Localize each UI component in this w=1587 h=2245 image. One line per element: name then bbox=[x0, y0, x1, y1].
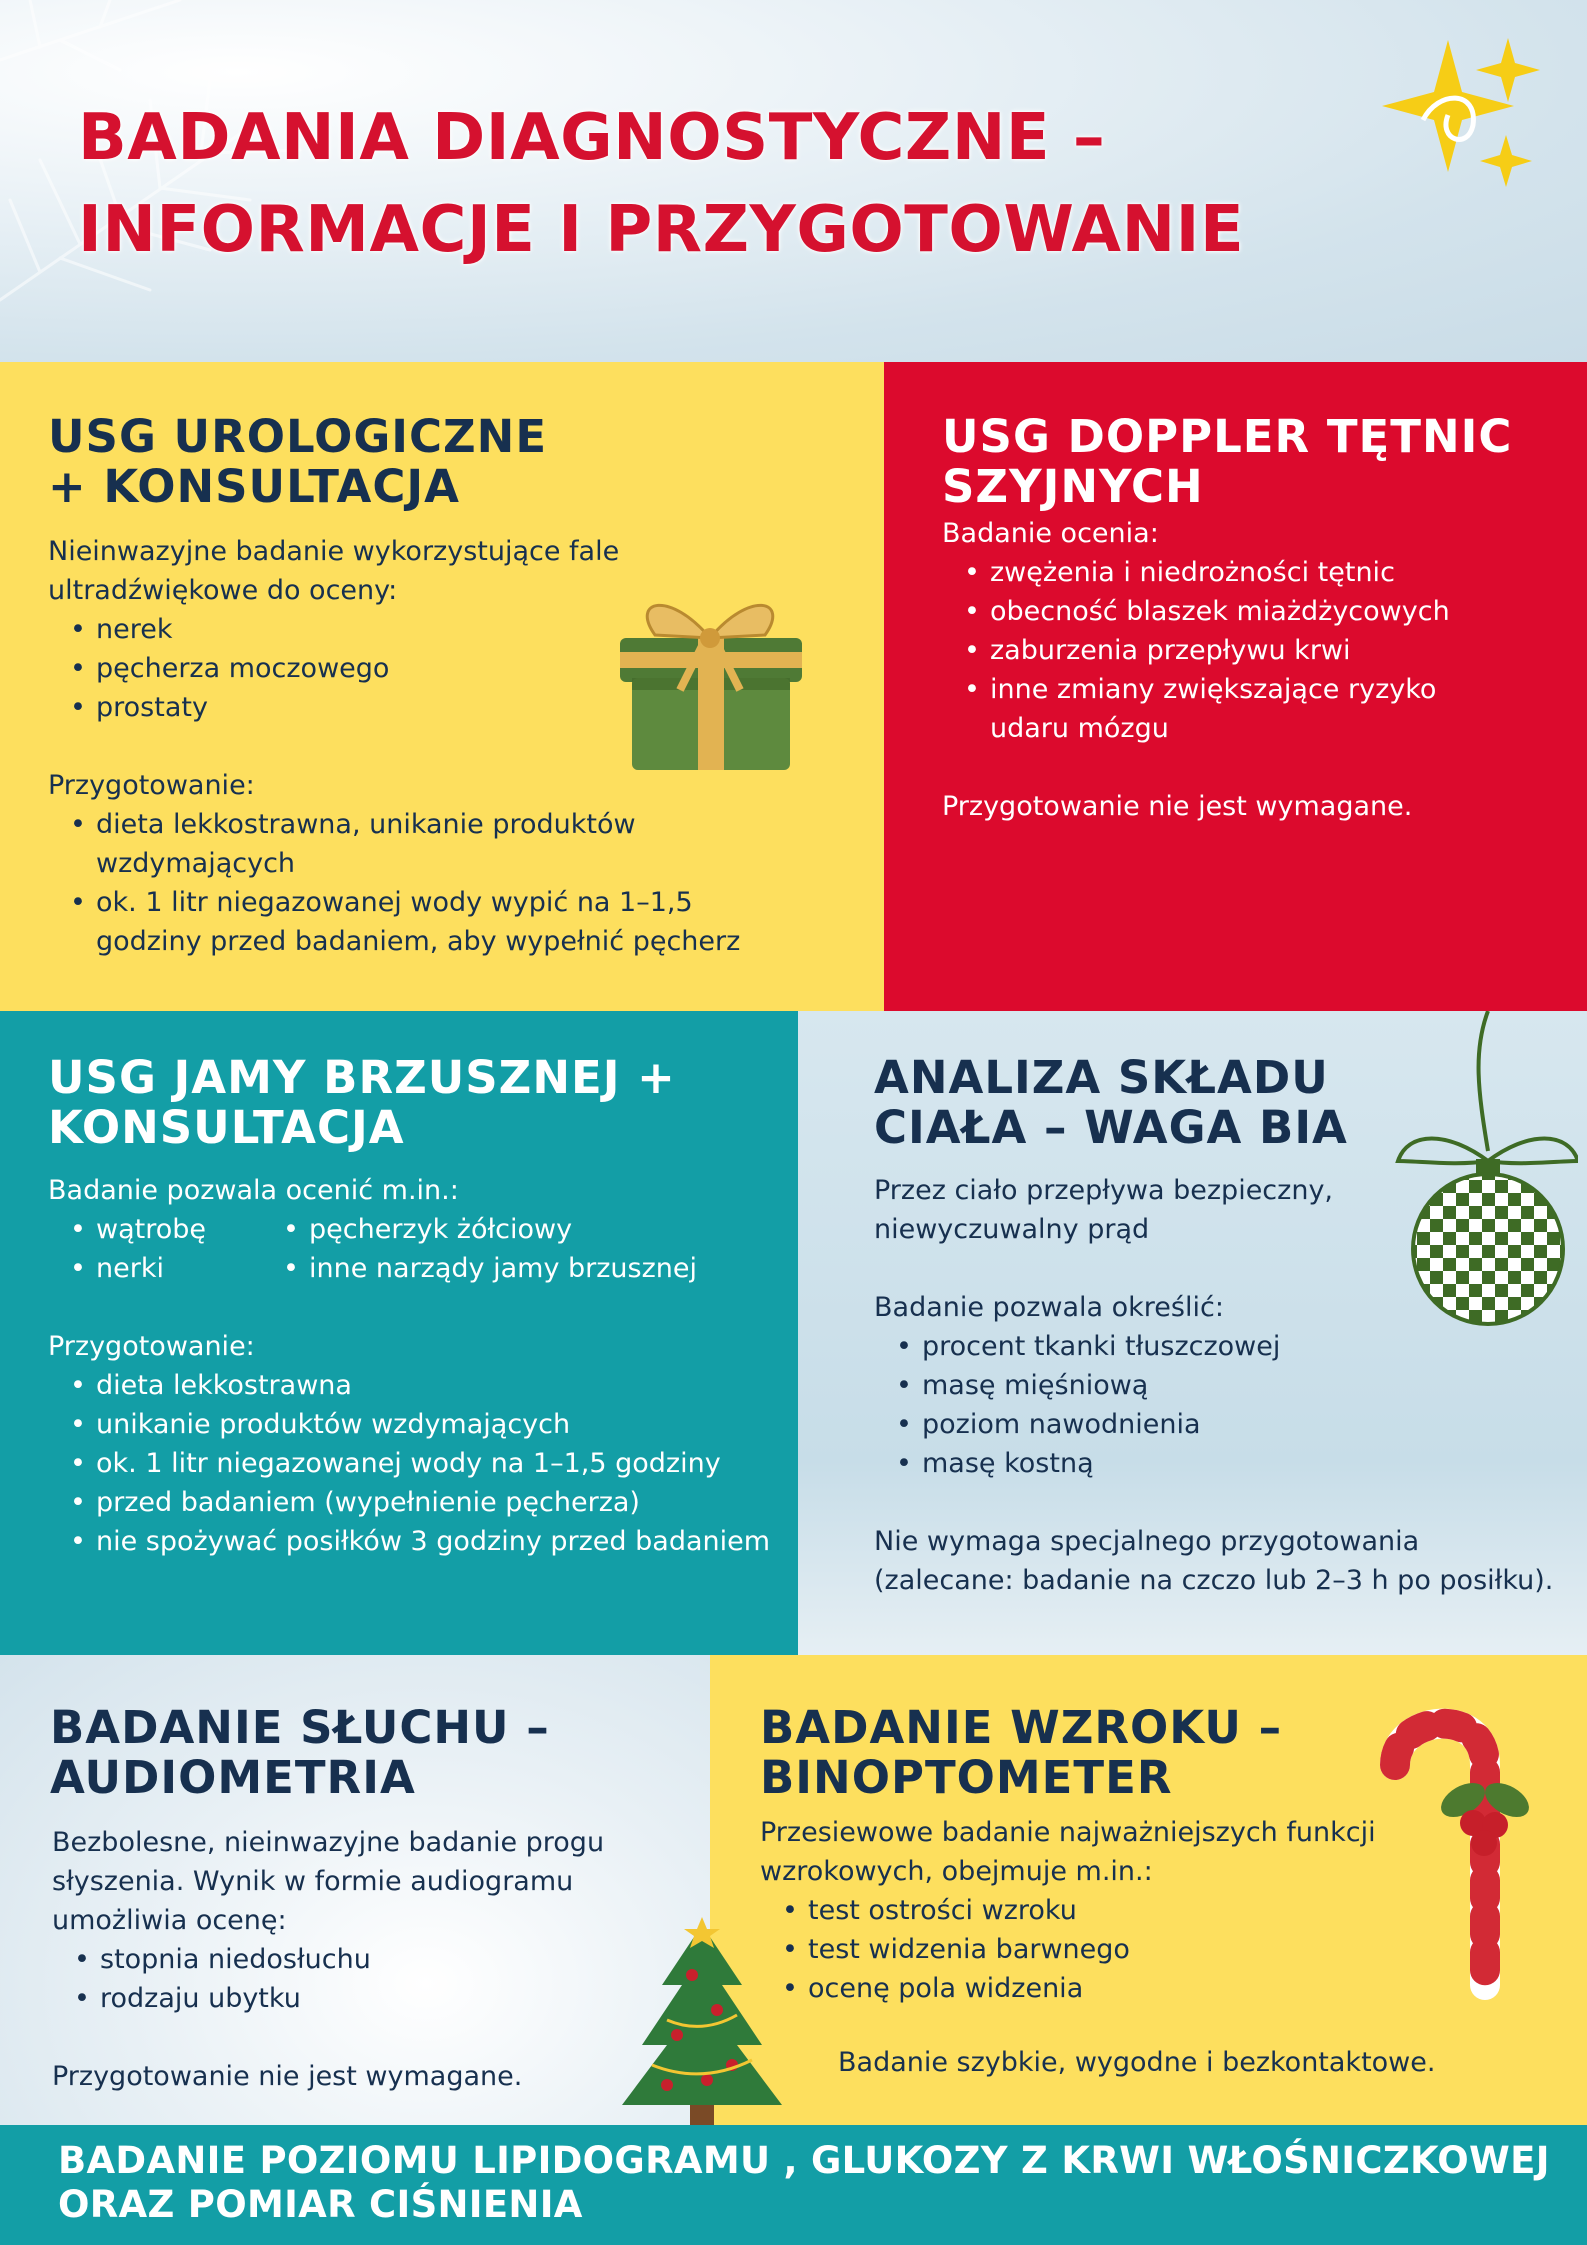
section-body bbox=[942, 514, 1562, 826]
intro-line1: Nieinwazyjne badanie wykorzystujące fale bbox=[48, 536, 620, 567]
note-line1: Nie wymaga specjalnego przygotowania bbox=[874, 1526, 1420, 1557]
list-item: • poziom nawodnienia bbox=[922, 1405, 1574, 1444]
list-item bbox=[990, 670, 1562, 748]
assessment-list bbox=[942, 553, 1562, 748]
section-title-line1: USG DOPPLER TĘTNIC bbox=[942, 410, 1513, 463]
section-body bbox=[52, 1823, 692, 2096]
footer-line2: ORAZ POMIAR CIŚNIENIA bbox=[58, 2183, 583, 2226]
note: Przygotowanie nie jest wymagane. bbox=[52, 2061, 523, 2092]
intro-line: słyszenia. Wynik w formie audiogramu bbox=[52, 1866, 574, 1897]
section-usg-jamy-brzusznej bbox=[0, 1011, 798, 1655]
list-item-line: godziny przed badaniem, aby wypełnić pęcherz bbox=[96, 926, 741, 957]
list-item: • zwężenia i niedrożności tętnic bbox=[990, 553, 1562, 592]
section-title bbox=[48, 412, 547, 512]
intro-line1: Przesiewowe badanie najważniejszych funkcji bbox=[760, 1817, 1376, 1848]
list-item: • procent tkanki tłuszczowej bbox=[922, 1327, 1574, 1366]
list-item: • stopnia niedosłuchu bbox=[100, 1940, 692, 1979]
section-title-line1: ANALIZA SKŁADU bbox=[874, 1051, 1329, 1104]
intro-line1: Przez ciało przepływa bezpieczny, bbox=[874, 1175, 1333, 1206]
list-item: • inne narządy jamy brzusznej bbox=[309, 1249, 697, 1288]
intro-line2: niewyczuwalny prąd bbox=[874, 1214, 1150, 1245]
christmas-ornament-icon bbox=[1378, 1011, 1578, 1341]
organ-columns bbox=[48, 1210, 788, 1288]
footer-text bbox=[58, 2139, 1550, 2227]
page-title-line1: BADANIA DIAGNOSTYCZNE – bbox=[78, 101, 1106, 175]
christmas-tree-icon bbox=[612, 1915, 792, 2135]
section-title-line1: USG JAMY BRZUSZNEJ + bbox=[48, 1051, 676, 1104]
intro: Badanie ocenia: bbox=[942, 518, 1159, 549]
prep-label: Przygotowanie: bbox=[48, 770, 255, 801]
list-item: • nerki bbox=[96, 1249, 261, 1288]
list-item: • masę kostną bbox=[922, 1444, 1574, 1483]
section-badanie-sluchu bbox=[0, 1655, 710, 2125]
section-title bbox=[874, 1053, 1348, 1153]
assessment-list bbox=[52, 1940, 692, 2018]
section-title-line2: CIAŁA – WAGA BIA bbox=[874, 1101, 1348, 1154]
intro-line2: wzrokowych, obejmuje m.in.: bbox=[760, 1856, 1153, 1887]
section-analiza-skladu bbox=[798, 1011, 1587, 1655]
list-item: • rodzaju ubytku bbox=[100, 1979, 692, 2018]
section-usg-urologiczne bbox=[0, 362, 884, 1011]
section-body bbox=[48, 1171, 788, 1561]
section-usg-doppler bbox=[884, 362, 1587, 1011]
prep-label: Przygotowanie: bbox=[48, 1331, 255, 1362]
intro-line: Bezbolesne, nieinwazyjne badanie progu bbox=[52, 1827, 605, 1858]
list-item: • pęcherzyk żółciowy bbox=[309, 1210, 697, 1249]
list-item: • ok. 1 litr niegazowanej wody na 1–1,5 godziny bbox=[96, 1444, 788, 1483]
prep-list bbox=[48, 1366, 788, 1561]
list-item: • ocenę pola widzenia bbox=[808, 1969, 1460, 2008]
list-item: • obecność blaszek miażdżycowych bbox=[990, 592, 1562, 631]
section-title bbox=[50, 1703, 550, 1803]
section-title bbox=[48, 1053, 676, 1153]
list-item: • dieta lekkostrawna bbox=[96, 1366, 788, 1405]
footer-banner bbox=[0, 2125, 1587, 2245]
list-item-line: wzdymających bbox=[96, 848, 296, 879]
list-item: • test widzenia barwnego bbox=[808, 1930, 1460, 1969]
list-item bbox=[96, 883, 848, 961]
list-item: • pęcherza moczowego bbox=[96, 649, 848, 688]
measure-list bbox=[874, 1327, 1574, 1483]
organ-list-col2 bbox=[261, 1210, 697, 1288]
list-item: • nerek bbox=[96, 610, 848, 649]
candy-cane-icon bbox=[1335, 1705, 1535, 2005]
list-item-line: udaru mózgu bbox=[990, 713, 1169, 744]
section-badanie-wzroku bbox=[710, 1655, 1587, 2125]
section-title-line2: KONSULTACJA bbox=[48, 1101, 405, 1154]
list-item-line: dieta lekkostrawna, unikanie produktów bbox=[96, 809, 636, 840]
label: Badanie pozwala określić: bbox=[874, 1292, 1224, 1323]
section-title bbox=[760, 1703, 1282, 1803]
section-title-line1: BADANIE SŁUCHU – bbox=[50, 1701, 550, 1754]
intro-line2: ultradźwiękowe do oceny: bbox=[48, 575, 398, 606]
section-title bbox=[942, 412, 1512, 512]
list-item-line: ok. 1 litr niegazowanej wody wypić na 1–1,5 bbox=[96, 887, 693, 918]
list-item-line: inne zmiany zwiększające ryzyko bbox=[990, 674, 1437, 705]
list-item: • wątrobę bbox=[96, 1210, 261, 1249]
section-title-line2: SZYJNYCH bbox=[942, 460, 1204, 513]
note: Przygotowanie nie jest wymagane. bbox=[942, 791, 1413, 822]
section-title-line2: AUDIOMETRIA bbox=[50, 1751, 416, 1804]
prep-list bbox=[48, 805, 848, 961]
list-item: • test ostrości wzroku bbox=[808, 1891, 1460, 1930]
organ-list-col1 bbox=[48, 1210, 261, 1288]
header-section bbox=[0, 0, 1587, 362]
section-title-line1: USG UROLOGICZNE bbox=[48, 410, 548, 463]
section-title-line2: BINOPTOMETER bbox=[760, 1751, 1173, 1804]
list-item: • unikanie produktów wzdymających bbox=[96, 1405, 788, 1444]
list-item: • nie spożywać posiłków 3 godziny przed badaniem bbox=[96, 1522, 788, 1561]
page-title bbox=[78, 92, 1244, 276]
section-title-line1: BADANIE WZROKU – bbox=[760, 1701, 1283, 1754]
list-item: • zaburzenia przepływu krwi bbox=[990, 631, 1562, 670]
intro: Badanie pozwala ocenić m.in.: bbox=[48, 1175, 459, 1206]
page-title-line2: INFORMACJE I PRZYGOTOWANIE bbox=[78, 193, 1245, 267]
sparkle-stars-logo-icon bbox=[1378, 30, 1548, 200]
list-item bbox=[96, 805, 848, 883]
list-item: • przed badaniem (wypełnienie pęcherza) bbox=[96, 1483, 788, 1522]
list-item: • masę mięśniową bbox=[922, 1366, 1574, 1405]
intro-line: umożliwia ocenę: bbox=[52, 1905, 287, 1936]
note: Badanie szybkie, wygodne i bezkontaktowe. bbox=[838, 2047, 1436, 2078]
section-title-line2: + KONSULTACJA bbox=[48, 460, 460, 513]
list-item: • prostaty bbox=[96, 688, 848, 727]
gift-box-icon bbox=[600, 580, 820, 780]
note-line2: (zalecane: badanie na czczo lub 2–3 h po posiłku). bbox=[874, 1565, 1554, 1596]
footer-line1: BADANIE POZIOMU LIPIDOGRAMU , GLUKOZY Z KRWI WŁOŚNICZKOWEJ bbox=[58, 2139, 1550, 2182]
